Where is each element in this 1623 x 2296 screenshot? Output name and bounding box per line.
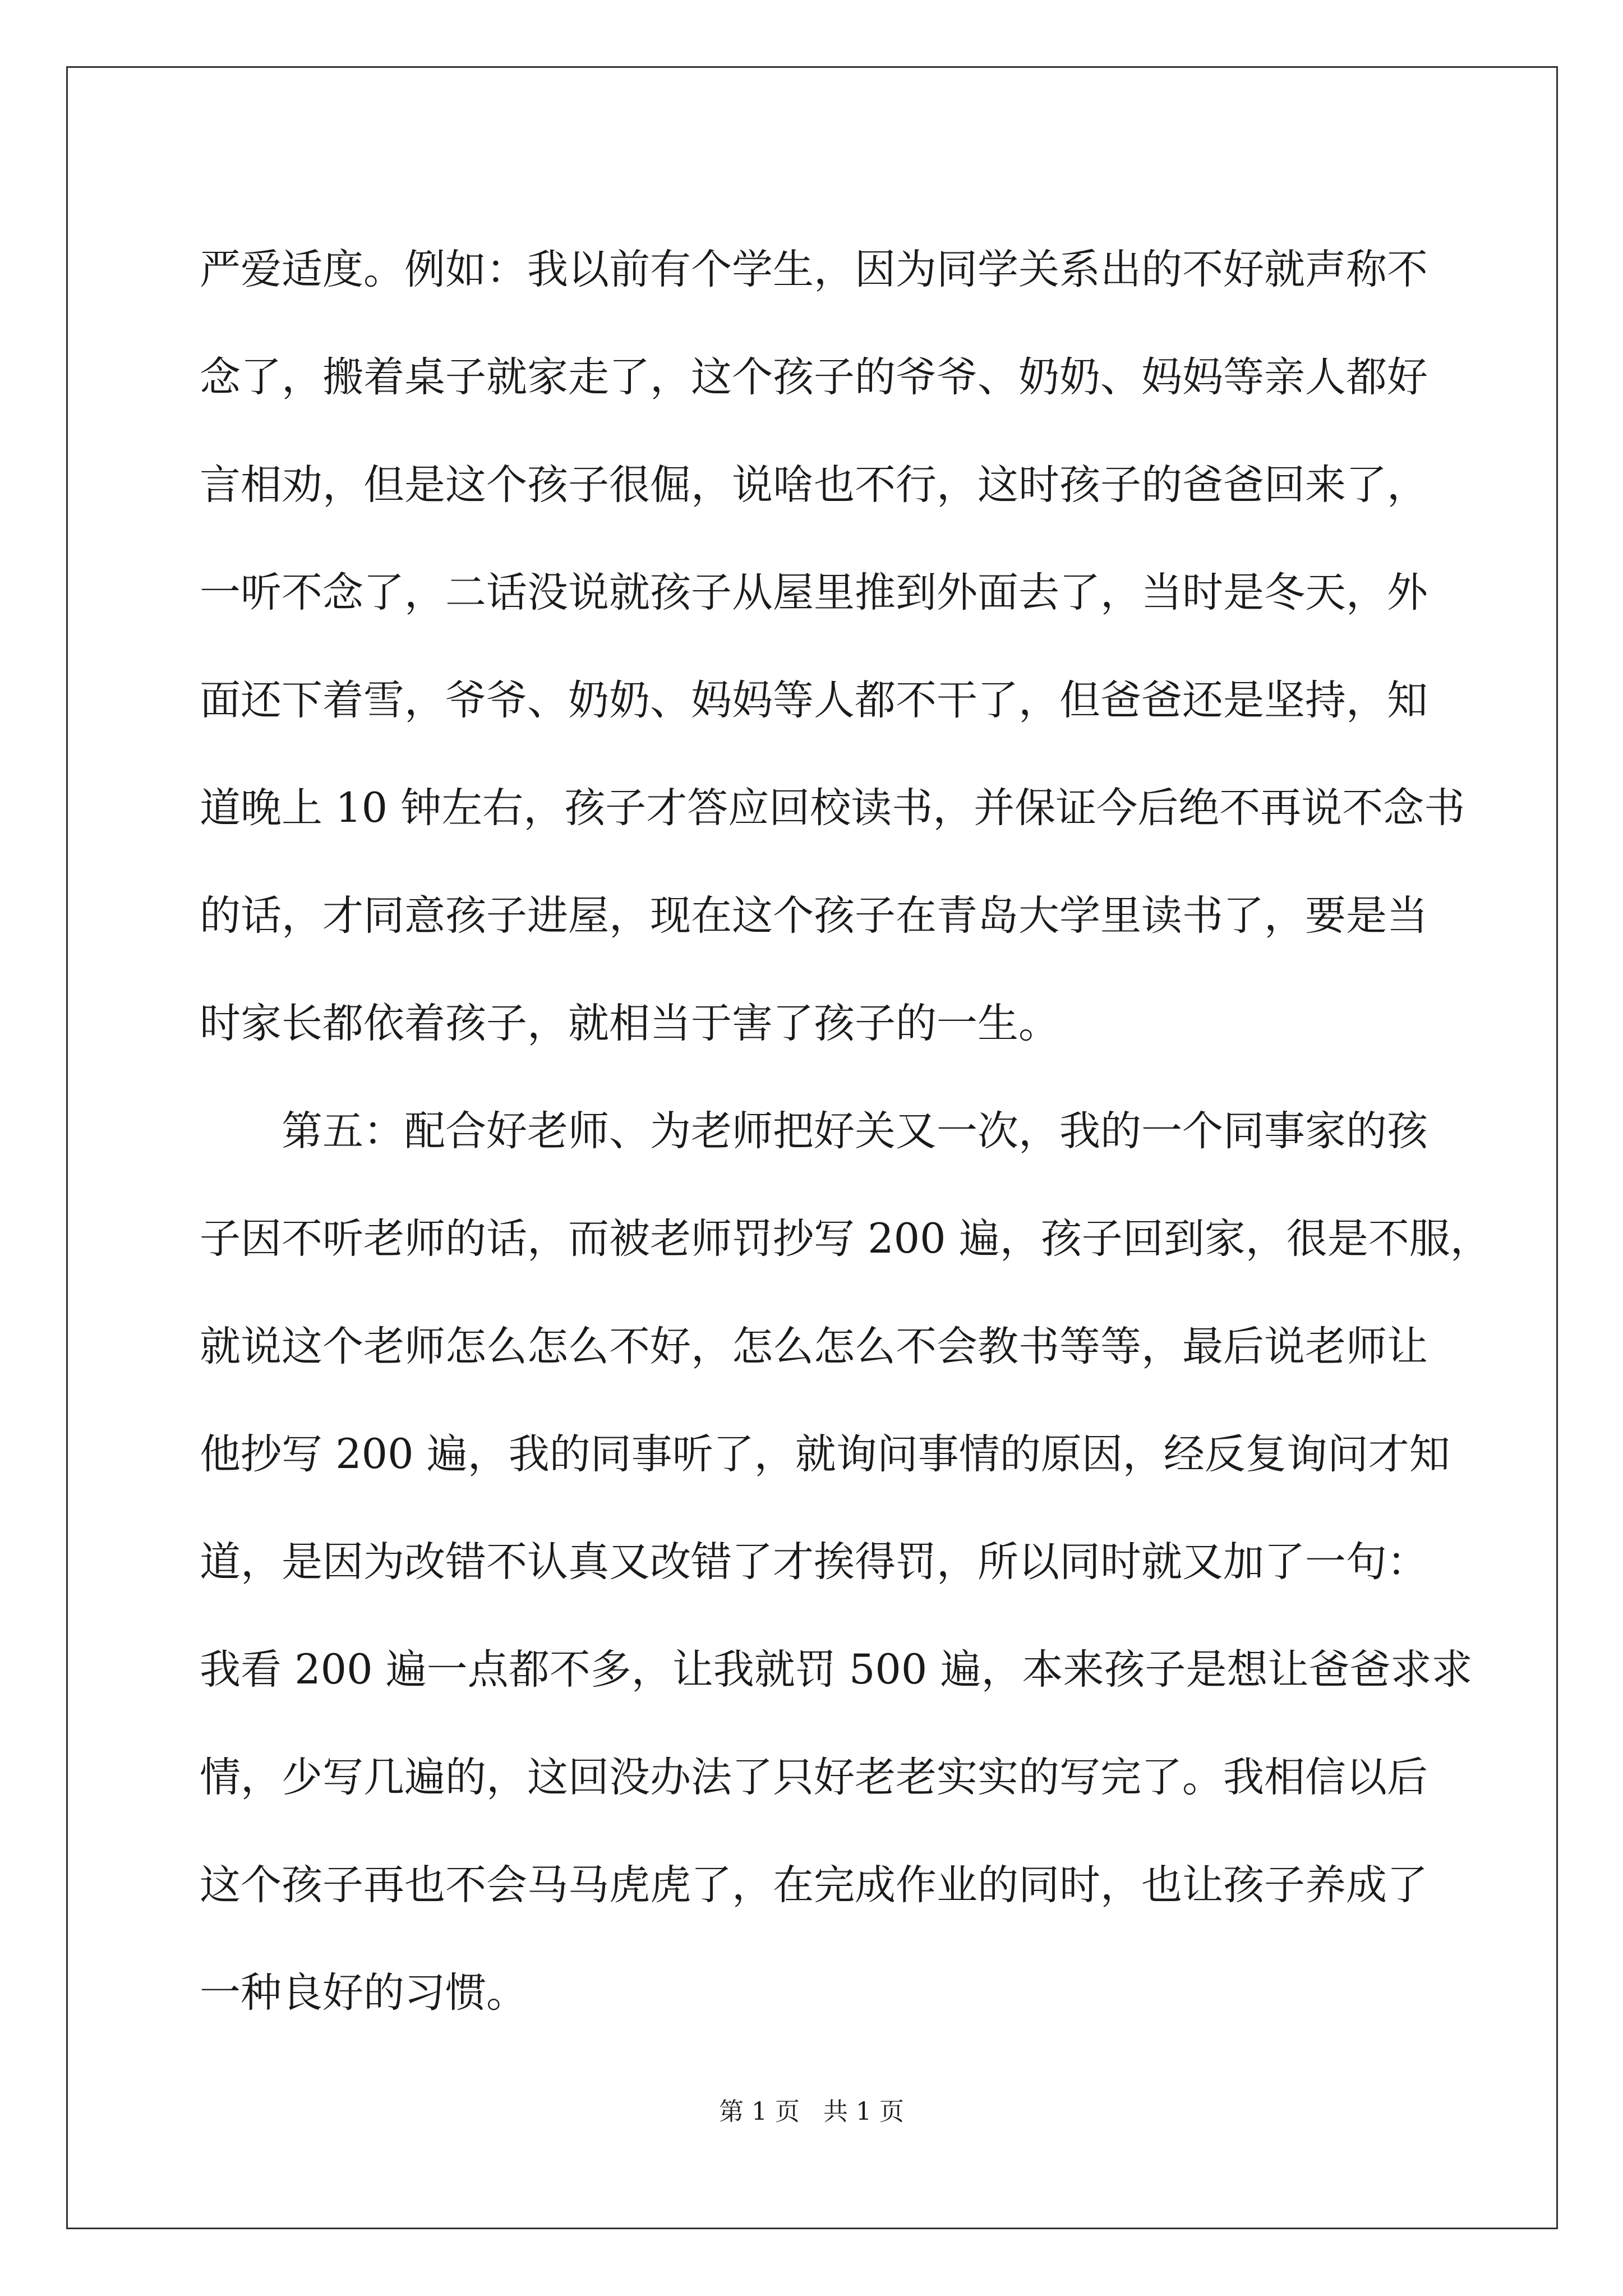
text-line: 道晚上 10 钟左右，孩子才答应回校读书，并保证今后绝不再说不念书 [200,784,1465,832]
text-line: 子因不听老师的话，而被老师罚抄写 200 遍，孩子回到家，很是不服， [200,1215,1491,1263]
text-line: 他抄写 200 遍，我的同事听了，就询问事情的原因，经反复询问才知 [200,1430,1450,1478]
text-line: 面还下着雪，爷爷、奶奶、妈妈等人都不干了，但爸爸还是坚持，知 [200,677,1428,724]
text-line: 一种良好的习惯。 [200,1969,527,2017]
text-line: 时家长都依着孩子，就相当于害了孩子的一生。 [200,1000,1059,1047]
text-line: 念了，搬着桌子就家走了，这个孩子的爷爷、奶奶、妈妈等亲人都好 [200,353,1428,401]
text-line: 情，少写几遍的，这回没办法了只好老老实实的写完了。我相信以后 [200,1754,1428,1801]
paragraph-start-line: 第五：配合好老师、为老师把好关又一次，我的一个同事家的孩 [282,1107,1428,1155]
text-line: 的话，才同意孩子进屋，现在这个孩子在青岛大学里读书了，要是当 [200,892,1428,940]
text-line: 我看 200 遍一点都不多，让我就罚 500 遍，本来孩子是想让爸爸求求 [200,1646,1473,1694]
text-line: 这个孩子再也不会马马虎虎了，在完成作业的同时，也让孩子养成了 [200,1861,1428,1909]
text-line: 道，是因为改错不认真又改错了才挨得罚，所以同时就又加了一句： [200,1538,1428,1586]
page-footer: 第 1 页 共 1 页 [719,2097,904,2126]
document-body [200,216,1491,2047]
text-line: 言相劝，但是这个孩子很倔，说啥也不行，这时孩子的爸爸回来了， [200,461,1428,509]
text-line: 就说这个老师怎么怎么不好，怎么怎么不会教书等等，最后说老师让 [200,1323,1428,1370]
text-line: 严爱适度。例如：我以前有个学生，因为同学关系出的不好就声称不 [200,246,1428,293]
text-line: 一听不念了，二话没说就孩子从屋里推到外面去了，当时是冬天，外 [200,569,1428,616]
